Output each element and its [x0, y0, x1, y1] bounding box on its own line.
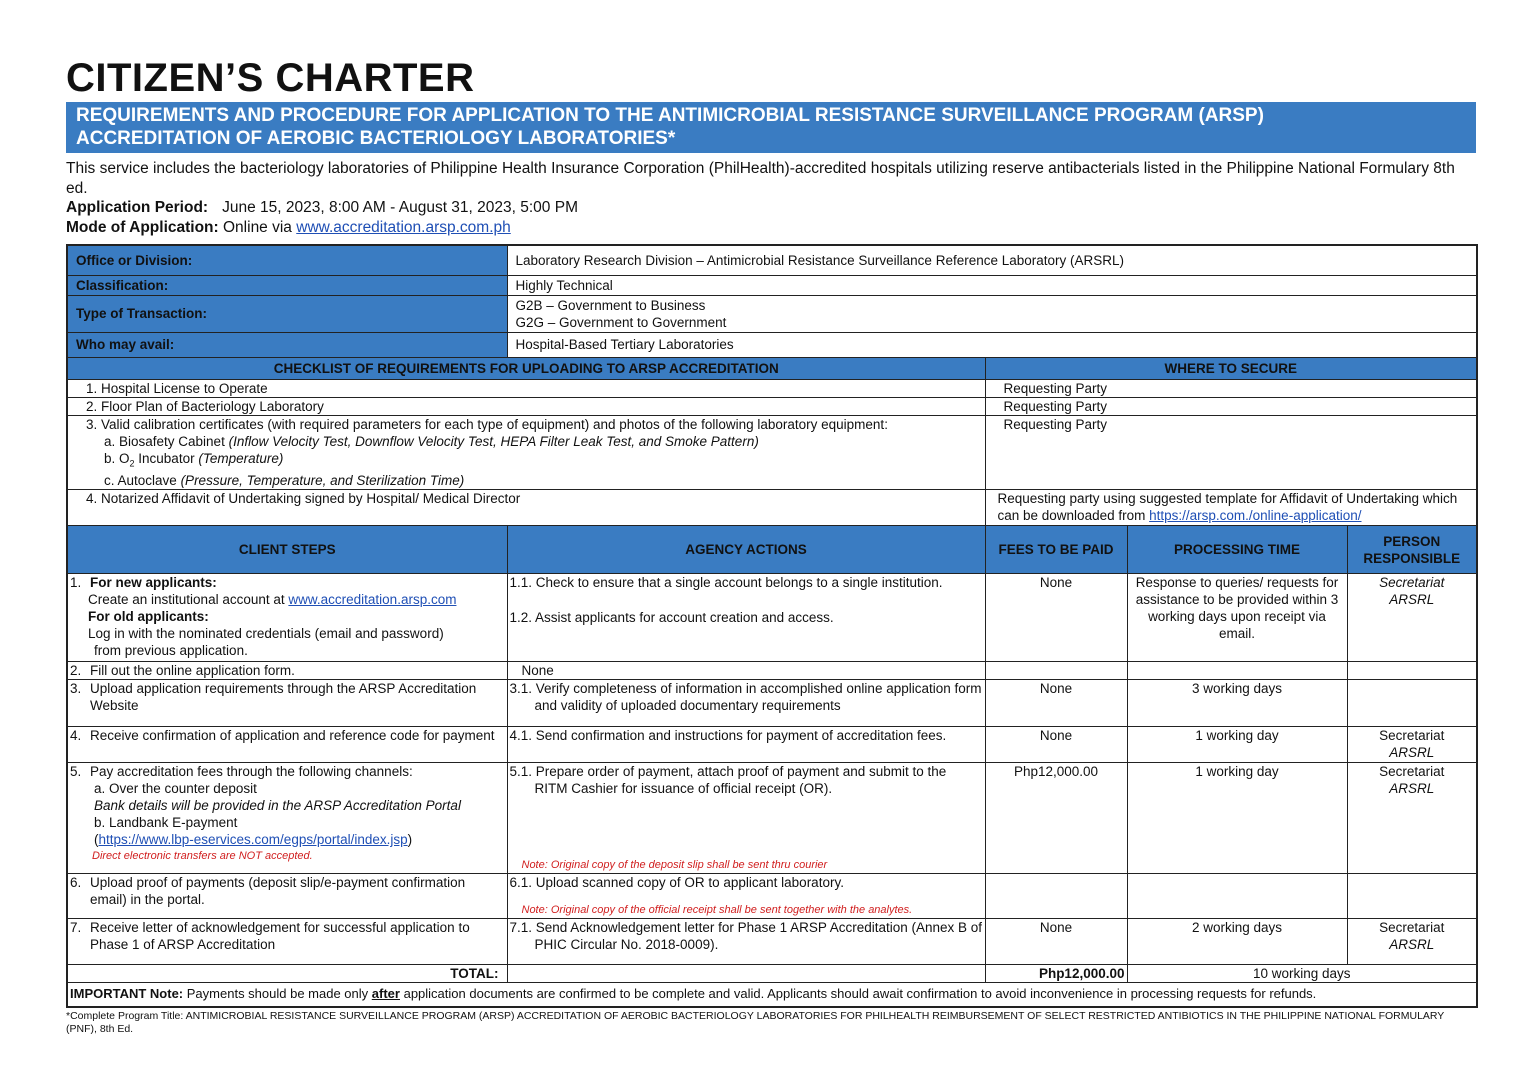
checklist-row-4 [67, 490, 1477, 526]
avail-value: Hospital-Based Tertiary Laboratories [507, 332, 1477, 357]
agency-action-5: 5.1. Prepare order of payment, attach proof of payment and submit to the RITM Cashier for issuance of official receipt (OR). Note: Original copy of the deposit slip shall be sent thru courier [507, 763, 985, 874]
client-step-7: 7. Receive letter of acknowledgement for successful application to Phase 1 of ARSP Accreditation [67, 919, 507, 965]
equipment-autoclave: c. Autoclave (Pressure, Temperature, and Sterilization Time) [104, 473, 465, 489]
checklist-where-4: Requesting party using suggested template for Affidavit of Undertaking which can be downloaded from https://arsp.com./online-application/ [985, 490, 1477, 526]
fee-3: None [985, 680, 1127, 727]
agency-action-6: 6.1. Upload scanned copy of OR to applicant laboratory. Note: Original copy of the official receipt shall be sent together with the analytes. [507, 874, 985, 919]
transaction-label: Type of Transaction: [67, 295, 507, 332]
client-step-6: 6. Upload proof of payments (deposit slip/e-payment confirmation email) in the portal. [67, 874, 507, 919]
checklist-header-row [67, 357, 1477, 379]
transaction-row [67, 295, 1477, 332]
page-title: CITIZEN’S CHARTER [66, 56, 475, 100]
time-1: Response to queries/ requests for assistance to be provided within 3 working days upon receipt via email. [1127, 574, 1347, 662]
avail-label: Who may avail: [67, 332, 507, 357]
avail-row [67, 332, 1477, 357]
office-row [67, 245, 1477, 275]
transaction-g2b: G2B – Government to Business [515, 297, 706, 313]
client-steps-header: CLIENT STEPS [67, 526, 507, 574]
transaction-g2g: G2G – Government to Government [515, 314, 727, 330]
application-period [66, 198, 1476, 218]
agency-action-2: None [507, 662, 985, 680]
person-7: Secretariat ARSRL [1347, 919, 1477, 965]
total-fee: Php12,000.00 [985, 965, 1127, 983]
office-value: Laboratory Research Division – Antimicrobial Resistance Surveillance Reference Laboratory (ARSRL) [507, 245, 1477, 275]
agency-actions-header: AGENCY ACTIONS [507, 526, 985, 574]
important-note-row [67, 983, 1477, 1007]
client-step-4: 4. Receive confirmation of application and reference code for payment [67, 727, 507, 763]
fee-6 [985, 874, 1127, 919]
classification-label: Classification: [67, 275, 507, 295]
checklist-item-3-text: 3. Valid calibration certificates (with required parameters for each type of equipment) and photos of the following laboratory equipment: [86, 416, 888, 432]
accreditation-link[interactable]: www.accreditation.arsp.com.ph [296, 218, 511, 236]
classification-row [67, 275, 1477, 295]
client-step-3: 3. Upload application requirements through the ARSP Accreditation Website [67, 680, 507, 727]
checklist-where-1: Requesting Party [985, 379, 1477, 397]
checklist-item-3 [67, 415, 985, 490]
person-6 [1347, 874, 1477, 919]
client-step-1: 1. For new applicants: Create an institutional account at www.accreditation.arsp.com For old applicants: Log in with the nominated credentials (email and password) from previous application. [67, 574, 507, 662]
steps-header-row [67, 526, 1477, 574]
person-1: Secretariat ARSRL [1347, 574, 1477, 662]
time-3: 3 working days [1127, 680, 1347, 727]
checklist-item-4: 4. Notarized Affidavit of Undertaking signed by Hospital/ Medical Director [67, 490, 985, 526]
banner-line-2: ACCREDITATION OF AEROBIC BACTERIOLOGY LABORATORIES* [76, 128, 676, 149]
agency-action-7: 7.1. Send Acknowledgement letter for Phase 1 ARSP Accreditation (Annex B of PHIC Circular No. 2018-0009). [507, 919, 985, 965]
checklist-item-1: 1. Hospital License to Operate [67, 379, 985, 397]
processing-time-header: PROCESSING TIME [1127, 526, 1347, 574]
total-row [67, 965, 1477, 983]
time-5: 1 working day [1127, 763, 1347, 874]
person-4: Secretariat ARSRL [1347, 727, 1477, 763]
fee-2 [985, 662, 1127, 680]
total-spacer [507, 965, 985, 983]
checklist-header: CHECKLIST OF REQUIREMENTS FOR UPLOADING TO ARSP ACCREDITATION [67, 357, 985, 379]
footnote: *Complete Program Title: ANTIMICROBIAL RESISTANCE SURVEILLANCE PROGRAM (ARSP) ACCREDITATION OF AEROBIC BACTERIOLOGY LABORATORIES FOR PHILHEALTH REIMBURSEMENT OF SELECT RESTRICTED ANTIBIOTICS IN THE PHILIPPINE NATIONAL FORMULARY (PNF), 8th Ed. [66, 1009, 1445, 1035]
person-responsible-header: PERSON RESPONSIBLE [1347, 526, 1477, 574]
create-account-link[interactable]: www.accreditation.arsp.com [288, 592, 457, 608]
transaction-value [507, 295, 1477, 332]
equipment-biosafety-cabinet: a. Biosafety Cabinet (Inflow Velocity Test, Downflow Velocity Test, HEPA Filter Leak Test, and Smoke Pattern) [104, 433, 759, 449]
classification-value: Highly Technical [507, 275, 1477, 295]
title-banner [66, 102, 1476, 153]
intro-block [66, 159, 1476, 237]
client-step-5-note: Direct electronic transfers are NOT accepted. [92, 850, 313, 863]
where-to-secure-header: WHERE TO SECURE [985, 357, 1477, 379]
agency-action-6-note: Note: Original copy of the official receipt shall be sent together with the analytes. [521, 904, 913, 917]
step-row-2 [67, 662, 1477, 680]
time-2 [1127, 662, 1347, 680]
person-3 [1347, 680, 1477, 727]
fee-1: None [985, 574, 1127, 662]
step-row-3 [67, 680, 1477, 727]
period-value: June 15, 2023, 8:00 AM - August 31, 2023, 5:00 PM [222, 199, 578, 216]
person-5: Secretariat ARSRL [1347, 763, 1477, 874]
fee-5: Php12,000.00 [985, 763, 1127, 874]
mode-of-application [66, 218, 1476, 238]
client-step-5: 5. Pay accreditation fees through the following channels: a. Over the counter deposit Bank details will be provided in the ARSP Accreditation Portal b. Landbank E-payment (https://www.lbp-eservices.com/egps/portal/index.jsp) Direct electronic transfers are NOT accepted. [67, 763, 507, 874]
time-4: 1 working day [1127, 727, 1347, 763]
step-row-4 [67, 727, 1477, 763]
office-label: Office or Division: [67, 245, 507, 275]
landbank-epayment-link[interactable]: https://www.lbp-eservices.com/egps/portal/index.jsp [98, 832, 408, 848]
agency-action-1: 1.1. Check to ensure that a single account belongs to a single institution. 1.2. Assist applicants for account creation and access. [507, 574, 985, 662]
mode-label: Mode of Application: [66, 218, 219, 236]
important-note: IMPORTANT Note: Payments should be made only after application documents are confirmed to be complete and valid. Applicants should await confirmation to avoid inconvenience in processing requests for refunds. [67, 983, 1477, 1007]
checklist-where-3: Requesting Party [985, 415, 1477, 490]
step-row-7 [67, 919, 1477, 965]
equipment-o2-incubator: b. $O_2$ Incubator (Temperature) [104, 450, 284, 469]
period-label: Application Period: [66, 199, 209, 216]
step-row-5 [67, 763, 1477, 874]
time-6 [1127, 874, 1347, 919]
fees-header: FEES TO BE PAID [985, 526, 1127, 574]
checklist-where-2: Requesting Party [985, 397, 1477, 415]
intro-text: This service includes the bacteriology laboratories of Philippine Health Insurance Corporation (PhilHealth)-accredited hospitals utilizing reserve antibacterials listed in the Philippine National Formulary 8th ed. [66, 160, 1455, 197]
charter-table [66, 244, 1478, 1008]
person-2 [1347, 662, 1477, 680]
step-row-1 [67, 574, 1477, 662]
mode-value: Online via [223, 218, 292, 236]
total-label: TOTAL: [67, 965, 507, 983]
agency-action-5-note: Note: Original copy of the deposit slip shall be sent thru courier [521, 859, 828, 872]
time-7: 2 working days [1127, 919, 1347, 965]
agency-action-3: 3.1. Verify completeness of information in accomplished online application form and validity of uploaded documentary requirements [507, 680, 985, 727]
total-time: 10 working days [1127, 965, 1477, 983]
fee-7: None [985, 919, 1127, 965]
citizens-charter-page [66, 56, 1476, 1036]
agency-action-4: 4.1. Send confirmation and instructions for payment of accreditation fees. [507, 727, 985, 763]
fee-4: None [985, 727, 1127, 763]
checklist-row-2 [67, 397, 1477, 415]
client-step-2: 2. Fill out the online application form. [67, 662, 507, 680]
checklist-row-3 [67, 415, 1477, 490]
online-application-link[interactable]: https://arsp.com./online-application/ [1149, 508, 1362, 524]
checklist-item-2: 2. Floor Plan of Bacteriology Laboratory [67, 397, 985, 415]
banner-line-1: REQUIREMENTS AND PROCEDURE FOR APPLICATION TO THE ANTIMICROBIAL RESISTANCE SURVEILLANCE PROGRAM (ARSP) [76, 105, 1264, 126]
checklist-row-1 [67, 379, 1477, 397]
step-row-6 [67, 874, 1477, 919]
